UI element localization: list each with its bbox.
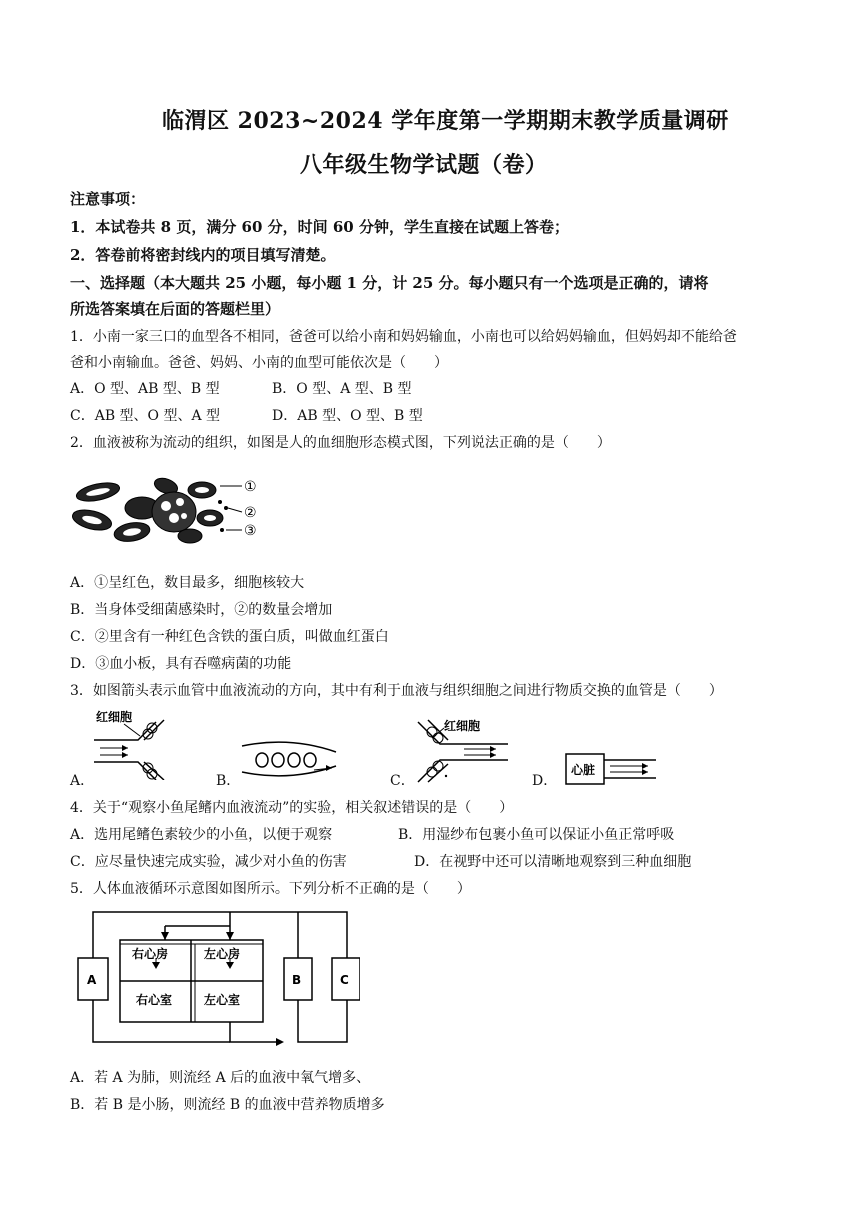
q4-option-a: A．选用尾鳍色素较少的小鱼，以便于观察 [70, 827, 333, 843]
q1-option-b: B．O 型、A 型、B 型 [272, 381, 412, 397]
q3-vessel-d-figure [564, 752, 660, 786]
q3-option-a: A． [70, 773, 95, 789]
notice-heading: 注意事项： [70, 190, 146, 208]
box-b-label: B [292, 973, 302, 987]
page-subtitle: 八年级生物学试题（卷） [300, 152, 548, 178]
q2-option-a: A．①呈红色，数目最多，细胞核较大 [70, 575, 305, 591]
q2-option-b: B．当身体受细菌感染时，②的数量会增加 [70, 602, 333, 618]
q3-option-d: D． [532, 773, 558, 789]
page-title: 临渭区 2023~2024 学年度第一学期期末教学质量调研 [162, 108, 729, 134]
right-ventricle-label: 右心室 [136, 993, 173, 1007]
q5-stem: 5．人体血液循环示意图如图所示。下列分析不正确的是（ ） [70, 881, 471, 897]
q3-stem: 3．如图箭头表示血管中血液流动的方向，其中有利于血液与组织细胞之间进行物质交换的血管是（ ） [70, 683, 723, 699]
q3-vessel-a-figure [94, 708, 174, 780]
section-heading-line2: 所选答案填在后面的答题栏里） [70, 300, 281, 318]
right-atrium-label: 右心房 [132, 947, 169, 961]
q4-option-d: D．在视野中还可以清晰地观察到三种血细胞 [414, 854, 692, 870]
left-atrium-label: 左心房 [204, 947, 241, 961]
blood-cell-figure [70, 468, 270, 550]
notice-item-1: 1．本试卷共 8 页，满分 60 分，时间 60 分钟，学生直接在试题上答卷； [70, 218, 569, 236]
fig-label-3: ③ [244, 523, 257, 539]
box-a-label: A [87, 973, 97, 987]
q3-vessel-b-figure [240, 738, 340, 784]
q4-option-c: C．应尽量快速完成实验，减少对小鱼的伤害 [70, 854, 347, 870]
heart-label: 心脏 [571, 763, 596, 777]
q5-option-a: A．若 A 为肺，则流经 A 后的血液中氧气增多、 [70, 1070, 371, 1086]
circulation-diagram [70, 908, 360, 1048]
q1-option-c: C．AB 型、O 型、A 型 [70, 408, 221, 424]
fig-label-1: ① [244, 479, 257, 495]
red-cell-label-c: 红细胞 [444, 719, 481, 733]
box-c-label: C [340, 973, 349, 987]
left-ventricle-label: 左心室 [204, 993, 241, 1007]
section-heading-line1: 一、选择题（本大题共 25 小题，每小题 1 分，计 25 分。每小题只有一个选项是正确的，请将 [70, 274, 709, 292]
q1-stem-line1: 1．小南一家三口的血型各不相同，爸爸可以给小南和妈妈输血，小南也可以给妈妈输血，但妈妈却不能给爸 [70, 329, 737, 345]
q4-option-b: B．用湿纱布包裹小鱼可以保证小鱼正常呼吸 [398, 827, 675, 843]
q1-option-a: A．O 型、AB 型、B 型 [70, 381, 220, 397]
q3-option-b: B． [216, 773, 241, 789]
q1-stem-line2: 爸和小南输血。爸爸、妈妈、小南的血型可能依次是（ ） [70, 355, 448, 371]
q3-vessel-c-figure [414, 716, 510, 784]
q3-option-c: C． [390, 773, 415, 789]
q2-stem: 2．血液被称为流动的组织，如图是人的血细胞形态模式图，下列说法正确的是（ ） [70, 435, 611, 451]
q2-option-c: C．②里含有一种红色含铁的蛋白质，叫做血红蛋白 [70, 629, 389, 645]
notice-item-2: 2．答卷前将密封线内的项目填写清楚。 [70, 246, 336, 264]
q4-stem: 4．关于“观察小鱼尾鳍内血液流动”的实验，相关叙述错误的是（ ） [70, 800, 514, 816]
fig-label-2: ② [244, 505, 257, 521]
q5-option-b: B．若 B 是小肠，则流经 B 的血液中营养物质增多 [70, 1097, 385, 1113]
q2-option-d: D．③血小板，具有吞噬病菌的功能 [70, 656, 292, 672]
q1-option-d: D．AB 型、O 型、B 型 [272, 408, 423, 424]
red-cell-label-a: 红细胞 [96, 710, 133, 724]
